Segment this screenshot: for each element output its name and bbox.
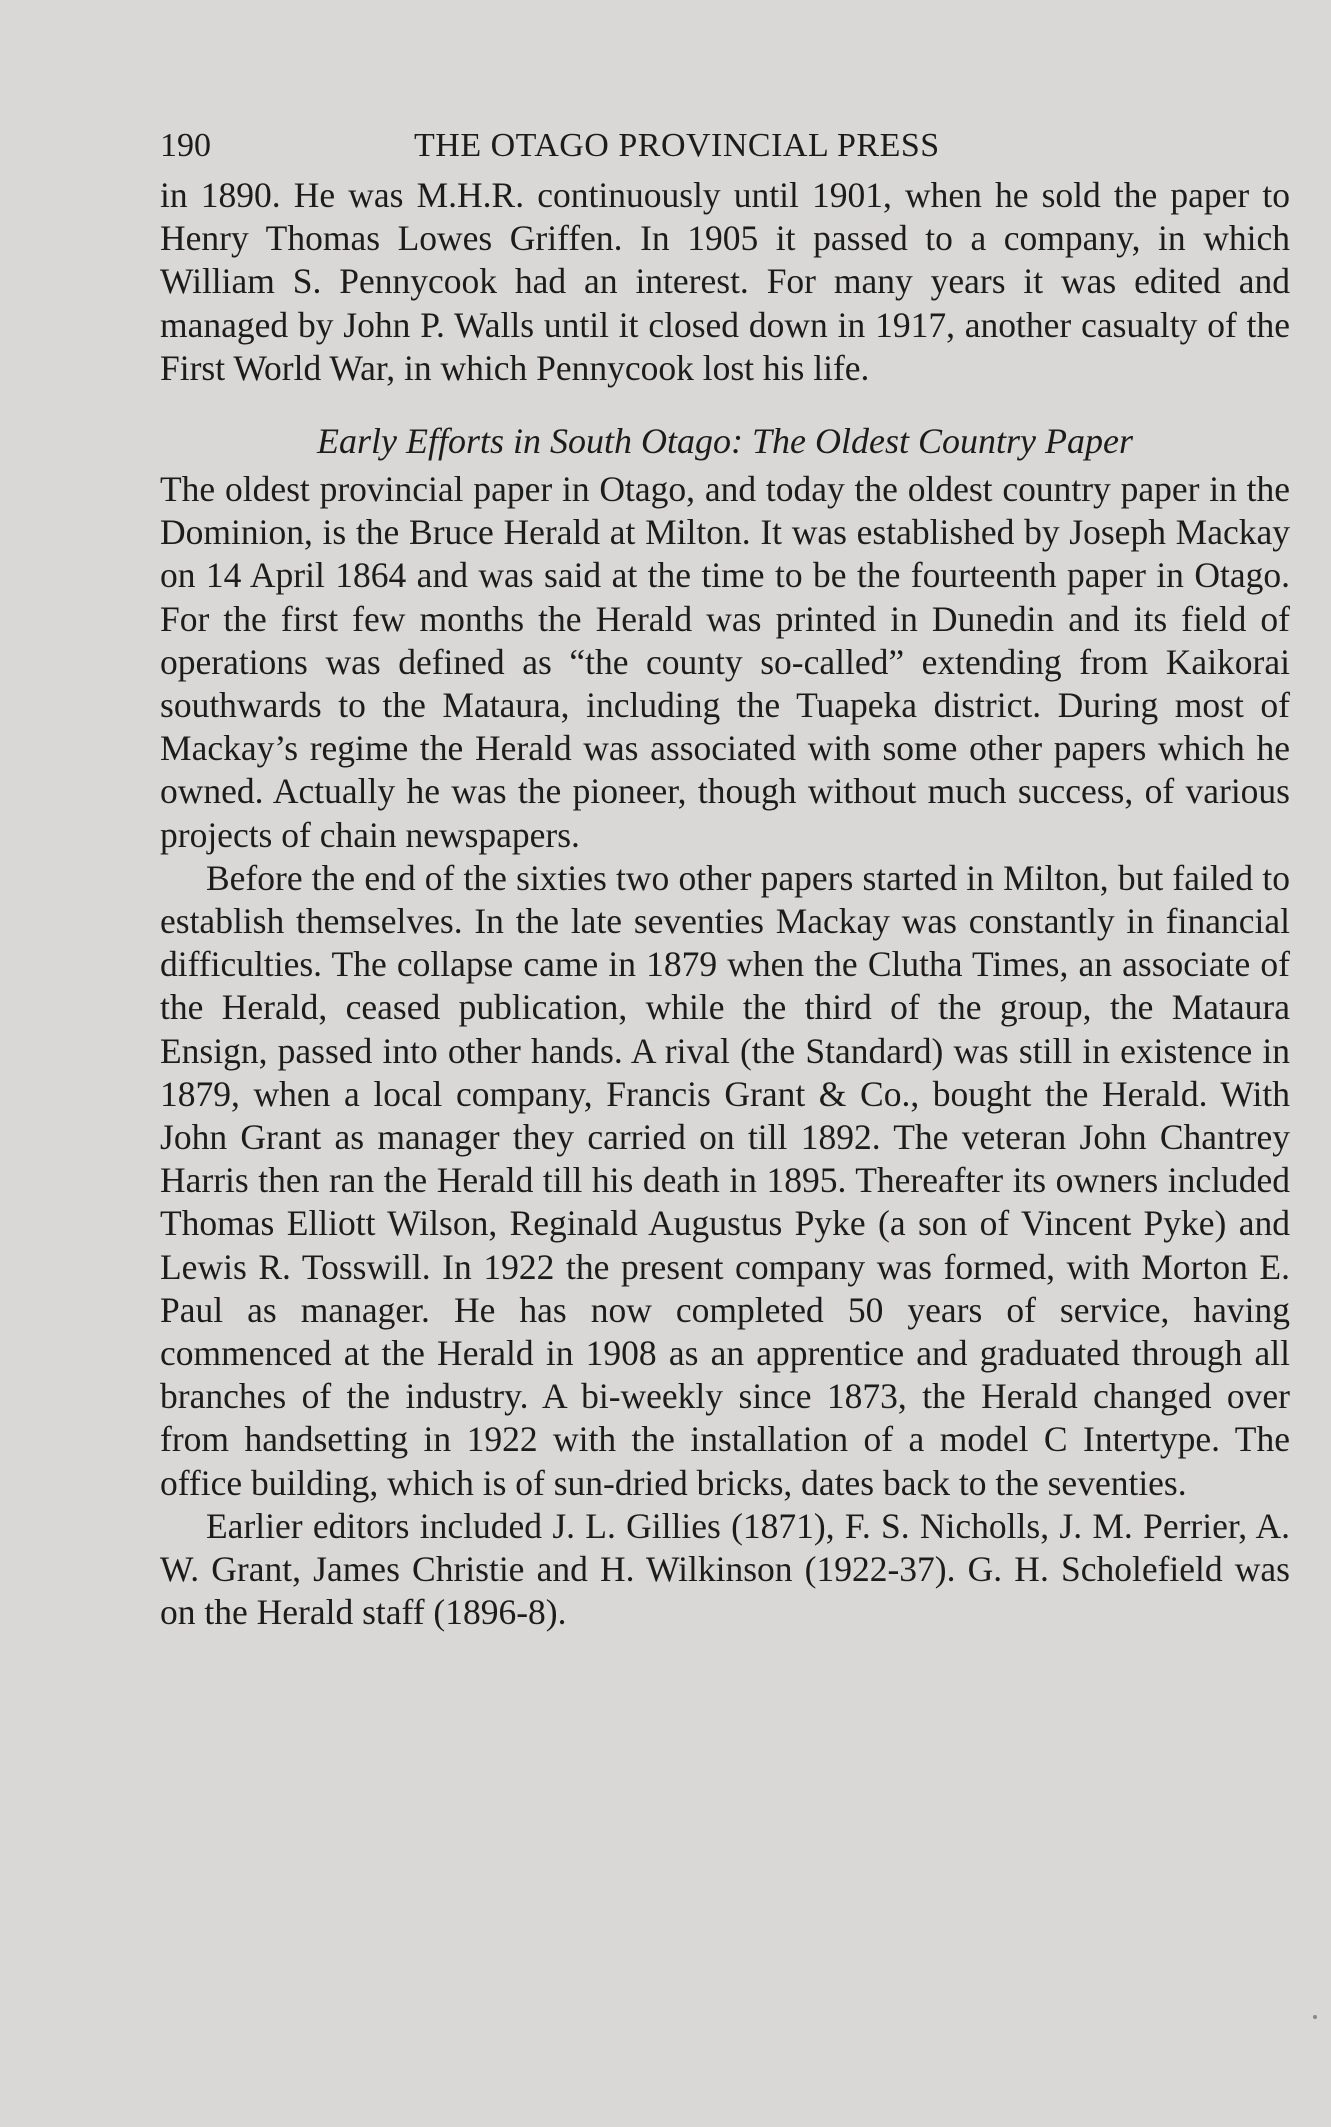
paragraph-continuation: in 1890. He was M.H.R. continuously until 1901, when he sold the paper to Henry Thomas Lowes Griffen. In 1905 it passed to a company, in which William S. Pennycook had an interest. For many years it was edited and managed by John P. Walls until it closed down in 1917, another casualty of the First World War, in which Pennycook lost his life.: [160, 175, 1290, 388]
paragraph-earlier-editors: Earlier editors included J. L. Gillies (1871), F. S. Nicholls, J. M. Perrier, A. W. Grant, James Christie and H. Wilkinson (1922-37). G. H. Scholefield was on the Herald staff (1896-8).: [160, 1505, 1290, 1633]
paragraph-milton-papers: Before the end of the sixties two other papers started in Milton, but failed to establish themselves. In the late seventies Mackay was constantly in financial difficulties. The collapse came in 1879 when the Clutha Times, an associate of the Herald, ceased publication, while the third of the group, the Mataura Ensign, passed into other hands. A rival (the Standard) was still in existence in 1879, when a local company, Francis Grant & Co., bought the Herald. With John Grant as manager they carried on till 1892. The veteran John Chantrey Harris then ran the Herald till his death in 1895. Thereafter its owners included Thomas Elliott Wilson, Reginald Augustus Pyke (a son of Vincent Pyke) and Lewis R. Tosswill. In 1922 the present company was formed, with Morton E. Paul as manager. He has now completed 50 years of service, having commenced at the Herald in 1908 as an apprentice and graduated through all branches of the industry. A bi-weekly since 1873, the Herald changed over from handsetting in 1922 with the installation of a model C Intertype. The office building, which is of sun-dried bricks, dates back to the seventies.: [160, 857, 1290, 1503]
running-head: [160, 120, 1290, 172]
scan-speck: [1313, 2015, 1317, 2019]
running-title: THE OTAGO PROVINCIAL PRESS: [414, 127, 940, 164]
page-number: 190: [160, 127, 211, 164]
section-heading: Early Efforts in South Otago: The Oldest Country Paper: [317, 421, 1133, 462]
book-page: [160, 120, 1290, 1635]
paragraph-oldest-paper: The oldest provincial paper in Otago, and today the oldest country paper in the Dominion, is the Bruce Herald at Milton. It was established by Joseph Mackay on 14 April 1864 and was said at the time to be the fourteenth paper in Otago. For the first few months the Herald was printed in Dunedin and its field of operations was defined as “the county so-called” extending from Kaikorai southwards to the Mataura, including the Tuapeka district. During most of Mackay’s regime the Herald was associated with some other papers which he owned. Actually he was the pioneer, though without much success, of various projects of chain newspapers.: [160, 469, 1290, 855]
